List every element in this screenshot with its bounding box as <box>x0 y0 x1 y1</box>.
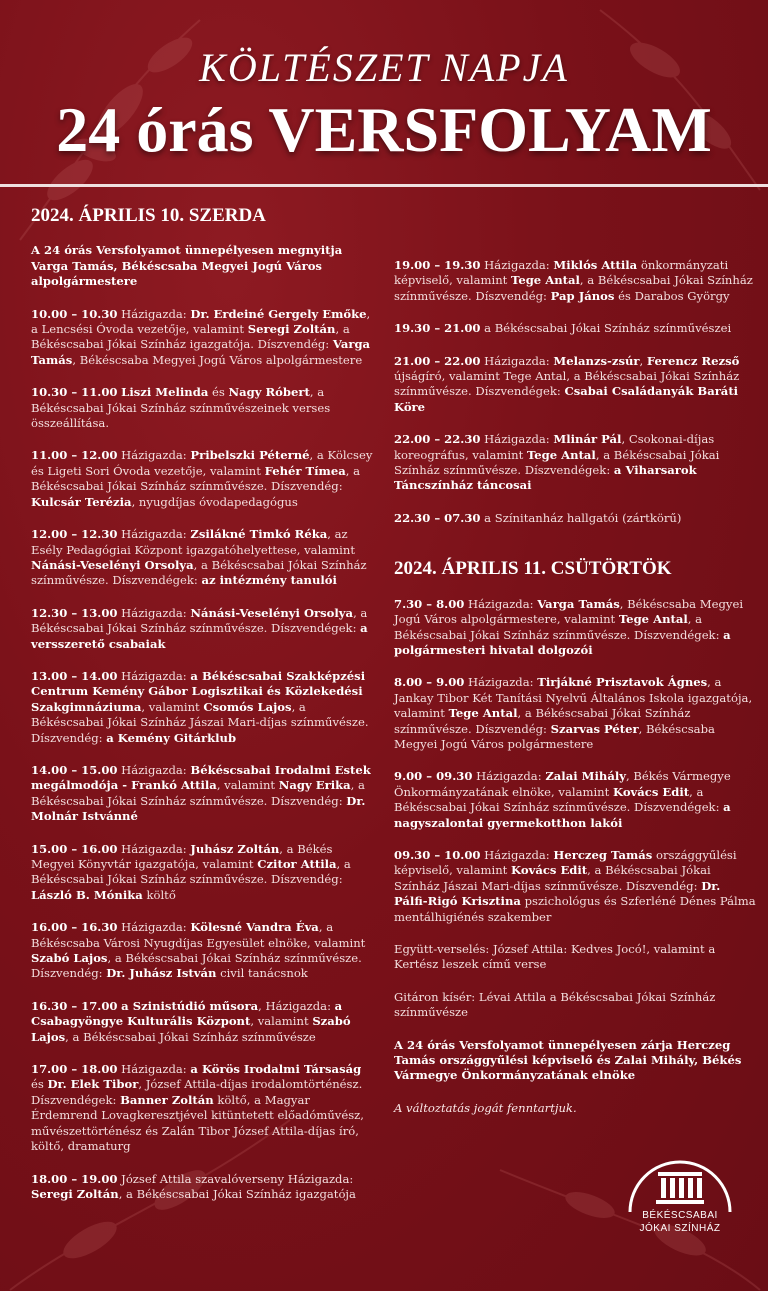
entry-text: a Színitanház hallgatói (zártkörű) <box>480 510 682 525</box>
entry-highlight: a nagyszalontai gyermekotthon lakói <box>394 800 731 830</box>
entry-highlight: Szabó Lajos <box>31 951 108 966</box>
entry-highlight: a Viharsarok Táncszínház táncosai <box>394 463 697 493</box>
entry-highlight: Fehér Tímea <box>264 463 346 478</box>
entry-highlight: Nagy Róbert <box>228 385 310 400</box>
schedule-entry <box>31 842 376 904</box>
entry-text: , a Békés Megyei Könyvtár igazgatója, valamint <box>31 841 333 871</box>
entry-highlight: Liszi Melinda <box>121 385 209 400</box>
entry-highlight: a Kemény Gitárklub <box>106 730 237 745</box>
schedule-entry <box>394 597 756 659</box>
entry-highlight: Melanzs-zsúr <box>553 353 640 368</box>
schedule-list-right <box>394 258 756 526</box>
entry-text: Házigazda: <box>117 448 191 463</box>
entry-highlight: A 24 órás Versfolyamot ünnepélyesen megnyitja Varga Tamás, Békéscsaba Megyei Jogú Város alpolgármestere <box>31 243 343 289</box>
entry-highlight: a polgármesteri hivatal dolgozói <box>394 627 731 657</box>
entry-highlight: Seregi Zoltán <box>247 322 336 337</box>
schedule-entry <box>31 1172 376 1203</box>
entry-text: Házigazda: <box>117 306 191 321</box>
entry-text: , a Békéscsabai Jókai Színház színművésze. Díszvendég: <box>394 706 691 736</box>
entry-text: , nyugdíjas óvodapedagógus <box>131 494 298 509</box>
entry-highlight: Herczeg Tamás <box>553 847 653 862</box>
entry-text: költő, a Magyar Érdemrend Lovagkeresztjével kitüntetett előadóművész, művészettörténész és Zalán Tibor József Attila-díjas író, költő, dramaturg <box>31 1092 364 1154</box>
entry-text: , a Jankay Tibor Két Tanítási Nyelvű Általános Iskola igazgatója, valamint <box>394 675 753 721</box>
entry-text: önkormányzati képviselő, valamint <box>394 258 729 288</box>
entry-highlight: 14.00 – 15.00 <box>31 762 118 777</box>
schedule-entry <box>394 354 756 416</box>
entry-highlight: Tege Antal <box>526 447 596 462</box>
entry-text: , a Békéscsabai Jókai Színház igazgatója. Díszvendég: <box>31 322 350 352</box>
entry-highlight: Kölesné Vandra Éva <box>190 920 319 935</box>
entry-text: , a Békéscsabai Jókai Színház színművésze. Díszvendég: <box>31 778 365 808</box>
logo-line-1: BÉKÉSCSABAI <box>642 1210 718 1221</box>
entry-text: Házigazda: <box>117 762 191 777</box>
schedule-entry <box>394 321 756 336</box>
entry-highlight: Mlinár Pál <box>553 432 622 447</box>
schedule-entry <box>31 385 376 431</box>
entry-highlight: 10.30 – 11.00 <box>31 385 118 400</box>
entry-highlight: 17.00 – 18.00 <box>31 1062 118 1077</box>
entry-highlight: 19.00 – 19.30 <box>394 258 481 272</box>
entry-text: , <box>639 353 647 368</box>
entry-text: , valamint <box>250 1014 313 1029</box>
right-column <box>394 258 756 1133</box>
entry-highlight: Banner Zoltán <box>120 1092 214 1107</box>
entry-text: , a Békéscsaba Városi Nyugdíjas Egyesület elnöke, valamint <box>31 920 366 950</box>
day-heading-1: 2024. ÁPRILIS 10. SZERDA <box>31 205 266 226</box>
entry-text: , József Attila-díjas irodalomtörténész. Díszvendégek: <box>31 1077 363 1107</box>
entry-highlight: Tege Antal <box>511 273 580 288</box>
entry-highlight: a Szinistúdió műsora <box>121 998 259 1013</box>
entry-text: Házigazda: <box>117 1062 191 1077</box>
entry-highlight: 22.30 – 07.30 <box>394 510 481 525</box>
entry-highlight: 16.30 – 17.00 <box>31 998 118 1013</box>
entry-text: és <box>208 385 229 400</box>
entry-text: , Házigazda: <box>258 998 335 1013</box>
entry-text: , a Békéscsabai Jókai Színház színművésze. Díszvendégek: <box>31 557 367 588</box>
entry-text: Házigazda: <box>117 605 191 620</box>
entry-highlight: a versszerető csabaiak <box>31 621 368 651</box>
entry-highlight: Kulcsár Terézia <box>31 494 132 509</box>
entry-highlight: Kovács Edit <box>613 784 690 799</box>
entry-text: újságíró, valamint Tege Antal, a Békéscsabai Jókai Színház színművésze. Díszvendégek: <box>394 369 740 399</box>
schedule-entry <box>394 432 756 494</box>
entry-highlight: Nánási-Veselényi Orsolya <box>190 605 354 620</box>
entry-text: a Békéscsabai Jókai Színház színművészei <box>480 321 732 336</box>
entry-text: Együtt-verselés: József Attila: Kedves Jocó!, valamint a Kertész leszek című verse <box>394 942 716 972</box>
entry-highlight: Dr. Molnár Istvánné <box>31 793 366 824</box>
schedule-entry <box>31 243 376 289</box>
entry-highlight: 7.30 – 8.00 <box>394 596 465 611</box>
entry-highlight: 16.00 – 16.30 <box>31 920 118 935</box>
entry-text: , a Békéscsabai Jókai Színház színművésze <box>65 1029 316 1044</box>
entry-highlight: 15.00 – 16.00 <box>31 841 118 856</box>
entry-highlight: 19.30 – 21.00 <box>394 321 481 336</box>
entry-highlight: Ferencz Rezső <box>646 353 740 368</box>
header-title: 24 órás VERSFOLYAM <box>56 94 712 165</box>
entry-highlight: Zsilákné Timkó Réka <box>190 527 328 542</box>
schedule-entry <box>394 990 756 1021</box>
entry-text: , a Békéscsabai Jókai Színház színművészeinek verses összeállítása. <box>31 385 331 431</box>
entry-text: , a Békéscsabai Jókai Színház színművésze. Díszvendég: <box>31 463 361 494</box>
entry-highlight: Kovács Edit <box>511 863 588 878</box>
entry-highlight: Varga Tamás <box>537 596 620 611</box>
entry-text: országgyűlési képviselő, valamint <box>394 847 737 878</box>
entry-highlight: László B. Mónika <box>31 887 143 902</box>
schedule-entry <box>31 1062 376 1154</box>
entry-highlight: 09.30 – 10.00 <box>394 847 481 862</box>
entry-highlight: 9.00 – 09.30 <box>394 769 473 784</box>
schedule-entry <box>31 448 376 510</box>
entry-text: , a Békéscsabai Jókai Színház Jászai Mari-díjas színművésze. Díszvendég: <box>31 699 369 745</box>
entry-text: , valamint <box>141 699 204 714</box>
entry-text: Házigazda: <box>480 847 554 862</box>
entry-highlight: Békéscsabai Irodalmi Estek megálmodója - Frankó Attila <box>31 762 371 793</box>
entry-highlight: 11.00 – 12.00 <box>31 448 118 463</box>
theater-logo <box>618 1150 742 1250</box>
entry-highlight: Pap János <box>550 288 615 303</box>
entry-text: Házigazda: <box>480 353 554 368</box>
entry-text: Házigazda: <box>464 675 538 690</box>
entry-highlight: 12.30 – 13.00 <box>31 605 118 620</box>
entry-text: , a Békéscsabai Jókai Színház színművésze. Díszvendég: <box>31 857 351 887</box>
entry-highlight: 18.00 – 19.00 <box>31 1171 118 1186</box>
entry-highlight: Czitor Attila <box>257 857 337 871</box>
entry-highlight: Csabai Családanyák Baráti Köre <box>394 384 739 414</box>
entry-text: Házigazda: <box>480 432 554 447</box>
entry-highlight: Tege Antal <box>618 612 688 627</box>
entry-highlight: 8.00 – 9.00 <box>394 675 465 690</box>
schedule-entry <box>31 999 376 1045</box>
entry-highlight: Dr. Pálfi-Rigó Krisztina <box>394 878 721 909</box>
entry-highlight: Nánási-Veselényi Orsolya <box>31 557 194 572</box>
entry-highlight: Zalai Mihály <box>545 769 626 784</box>
left-column <box>31 205 376 1219</box>
entry-text: Gitáron kísér: Lévai Attila a Békéscsabai Jókai Színház színművésze <box>394 989 716 1020</box>
entry-highlight: az intézmény tanulói <box>201 573 337 588</box>
entry-text: civil tanácsnok <box>216 966 308 981</box>
entry-text: , Békéscsaba Megyei Jogú Város alpolgármestere, valamint <box>394 596 744 627</box>
entry-highlight: Szabó Lajos <box>31 1014 351 1044</box>
schedule-entry <box>394 1038 756 1084</box>
entry-highlight: a Csabagyöngye Kulturális Központ <box>31 998 343 1029</box>
schedule-entry <box>394 258 756 304</box>
entry-highlight: Varga Tamás <box>31 337 371 367</box>
entry-text: , a Békéscsabai Jókai Színház Jászai Mari-díjas színművésze. Díszvendég: <box>394 863 711 893</box>
entry-highlight: Miklós Attila <box>553 258 638 272</box>
entry-text: Házigazda: <box>117 841 191 856</box>
schedule-entry <box>31 763 376 825</box>
entry-highlight: 21.00 – 22.00 <box>394 353 481 368</box>
entry-text: , a Kölcsey és Ligeti Sori Óvoda vezetője, valamint <box>31 448 373 478</box>
entry-text: , Csokonai-díjas koreográfus, valamint <box>394 432 715 462</box>
entry-text: , valamint <box>216 778 279 793</box>
entry-text: Házigazda: <box>472 769 546 784</box>
entry-highlight: Dr. Erdeiné Gergely Emőke <box>190 306 367 321</box>
entry-highlight: A 24 órás Versfolyamot ünnepélyesen zárja Herczeg Tamás országgyűlési képviselő és Zalai Mihály, Békés Vármegye Önkormányzatának elnöke <box>394 1037 742 1083</box>
entry-text: Házigazda: <box>117 668 191 683</box>
entry-text: , a Békéscsabai Jókai Színház színművésze. Díszvendég: <box>394 273 753 303</box>
entry-highlight: Pribelszki Péterné <box>190 448 310 463</box>
entry-highlight: Dr. Elek Tibor <box>47 1077 139 1092</box>
entry-text: , Békéscsaba Megyei Jogú Város alpolgármestere <box>72 352 363 367</box>
entry-highlight: Juhász Zoltán <box>190 841 280 856</box>
entry-text: és <box>31 1077 48 1092</box>
schedule-entry <box>31 920 376 982</box>
schedule-entry <box>31 669 376 746</box>
entry-highlight: 10.00 – 10.30 <box>31 306 118 321</box>
entry-text: Házigazda: <box>464 596 538 611</box>
entry-text: költő <box>142 887 176 902</box>
entry-highlight: Tege Antal <box>448 706 518 721</box>
entry-highlight: Seregi Zoltán <box>31 1186 119 1201</box>
entry-highlight: 12.00 – 12.30 <box>31 527 118 542</box>
schedule-entry <box>394 769 756 831</box>
entry-text: , a Békéscsabai Jókai Színház színművésze. Díszvendég: <box>31 951 362 981</box>
header-divider <box>0 184 768 187</box>
entry-text: Házigazda: <box>117 527 191 542</box>
schedule-entry <box>31 307 376 369</box>
entry-text: pszichológus és Szferléné Dénes Pálma mentálhigiénés szakember <box>394 894 756 924</box>
entry-text: , Békés Vármegye Önkormányzatának elnöke, valamint <box>394 769 731 799</box>
entry-highlight: Dr. Juhász István <box>106 966 217 981</box>
schedule-entry <box>394 942 756 973</box>
entry-highlight: a Békéscsabai Szakképzési Centrum Kemény Gábor Logisztikai és Közlekedési Szakgimnáziuma <box>31 668 366 714</box>
schedule-entry <box>31 527 376 589</box>
entry-highlight: Nagy Erika <box>278 778 351 793</box>
entry-text: , az Esély Pedagógiai Központ igazgatóhelyettese, valamint <box>31 527 356 557</box>
entry-text: , a Békéscsabai Jókai Színház színművésze. Díszvendégek: <box>394 612 724 642</box>
entry-text: , a Békéscsabai Jókai Színház színművésze. Díszvendégek: <box>394 447 720 478</box>
entry-highlight: 22.00 – 22.30 <box>394 432 481 447</box>
entry-text: , a Lencsési Óvoda vezetője, valamint <box>31 306 371 337</box>
schedule-list-left <box>31 243 376 1202</box>
entry-highlight: Csomós Lajos <box>203 699 292 714</box>
schedule-entry <box>394 848 756 925</box>
schedule-entry <box>394 511 756 526</box>
entry-highlight: a Körös Irodalmi Társaság <box>190 1062 362 1077</box>
entry-text: , a Békéscsabai Jókai Színház igazgatója <box>118 1186 356 1201</box>
entry-text: Házigazda: <box>117 920 191 935</box>
entry-text: és Darabos György <box>614 288 730 303</box>
schedule-entry <box>31 606 376 652</box>
schedule-list-right-2 <box>394 597 756 1084</box>
entry-text: Házigazda: <box>480 258 554 272</box>
entry-text: , a Békéscsabai Jókai Színház színművésze. Díszvendégek: <box>31 605 368 636</box>
entry-text: , a Békéscsabai Jókai Színház színművésze. Díszvendégek: <box>394 784 724 815</box>
header-subtitle: KÖLTÉSZET NAPJA <box>199 45 569 90</box>
disclaimer: A változtatás jogát fenntartjuk. <box>394 1100 577 1115</box>
entry-highlight: Szarvas Péter <box>550 721 639 736</box>
schedule-entry <box>394 675 756 752</box>
entry-highlight: 13.00 – 14.00 <box>31 668 118 683</box>
logo-line-2: JÓKAI SZÍNHÁZ <box>639 1223 721 1234</box>
entry-highlight: Tirjákné Prisztavok Ágnes <box>537 675 708 690</box>
entry-text: József Attila szavalóverseny Házigazda: <box>117 1171 354 1186</box>
entry-text: , Békéscsaba Megyei Jogú Város polgármestere <box>394 721 715 751</box>
day-heading-2: 2024. ÁPRILIS 11. CSÜTÖRTÖK <box>394 558 672 580</box>
